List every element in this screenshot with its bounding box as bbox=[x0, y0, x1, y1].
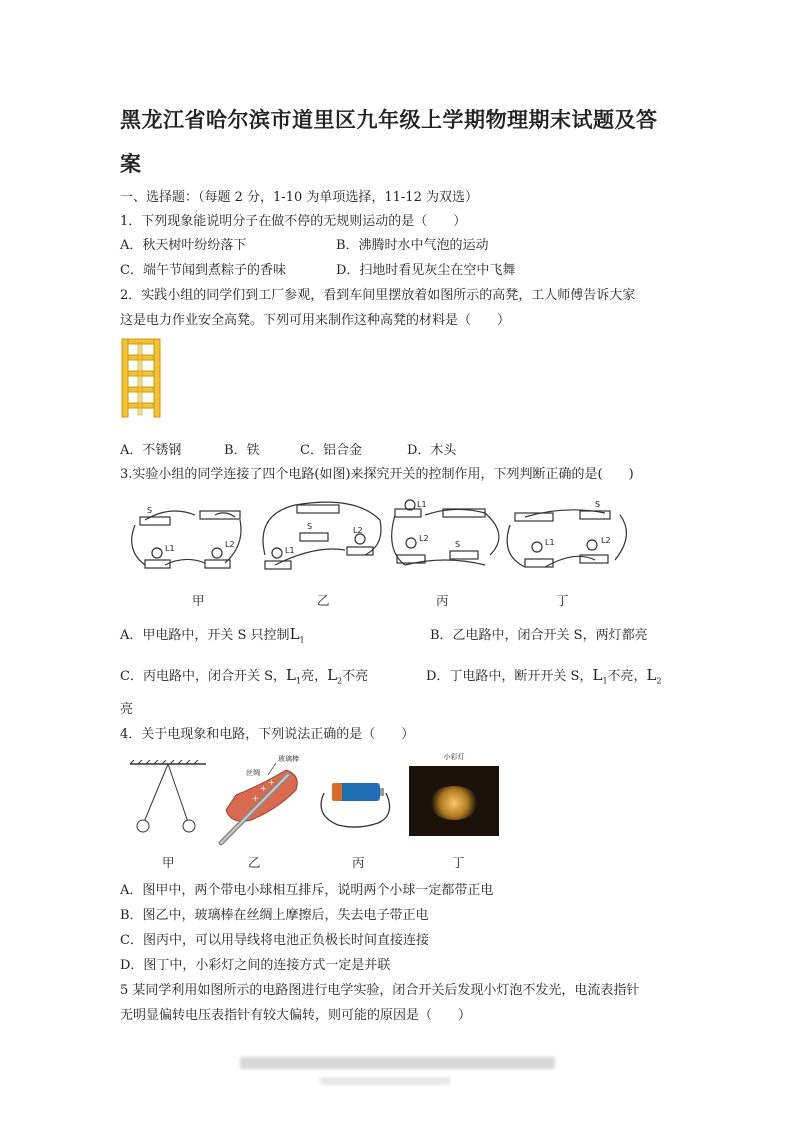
q3-fig3-l1-label: L1 bbox=[417, 500, 427, 509]
q3-fig-label-jia: 甲 bbox=[192, 593, 205, 608]
q1-stem: 1．下列现象能说明分子在做不停的无规则运动的是（ ） bbox=[120, 214, 467, 229]
q4-option-c: C．图丙中，可以用导线将电池正负极长时间直接连接 bbox=[120, 933, 429, 948]
q4-fig-label-jia: 甲 bbox=[162, 855, 175, 870]
q3-fig2-s-label: S bbox=[307, 522, 313, 531]
q3-option-d: D．丁电路中，断开开关 S，$L_1$不亮，$L_2$ bbox=[426, 666, 662, 686]
q4-option-a: A．图甲中，两个带电小球相互排斥，说明两个小球一定都带正电 bbox=[120, 883, 494, 898]
q5-stem-line2: 无明显偏转电压表指针有较大偏转，则可能的原因是（ ） bbox=[120, 1008, 472, 1023]
q2-option-c: C．铝合金 bbox=[300, 443, 362, 458]
q3-fig2-l1-label: L1 bbox=[285, 546, 295, 555]
ladder-figure bbox=[118, 337, 166, 419]
q2-option-a: A．不锈钢 bbox=[120, 443, 182, 458]
q3-fig4-s-label: S bbox=[595, 500, 601, 509]
q4-option-d: D．图丁中，小彩灯之间的连接方式一定是并联 bbox=[120, 958, 391, 973]
q4-fig-label-yi: 乙 bbox=[248, 855, 261, 870]
q3-option-a: A．甲电路中，开关 S 只控制$L_1$ bbox=[120, 625, 305, 645]
section-heading: 一、选择题：（每题 2 分，1-10 为单项选择，11-12 为双选） bbox=[120, 190, 478, 205]
q4-fig-label-ding: 丁 bbox=[452, 855, 465, 870]
q2-option-d: D．木头 bbox=[407, 443, 457, 458]
q2-stem-line2: 这是电力作业安全高凳。下列可用来制作这种高凳的材料是（ ） bbox=[120, 313, 511, 328]
q4-stem: 4．关于电现象和电路，下列说法正确的是（ ） bbox=[120, 727, 415, 742]
svg-text:+: + bbox=[252, 794, 259, 803]
q3-option-c: C．丙电路中，闭合开关 S，$L_1$亮，$L_2$不亮 bbox=[120, 666, 369, 686]
q3-fig-label-ding: 丁 bbox=[556, 593, 569, 608]
q4-fig-glass-rod bbox=[216, 755, 316, 847]
q1-option-c: C．端午节闻到煮粽子的香味 bbox=[120, 263, 286, 278]
q3-fig1-s-label: S bbox=[147, 506, 153, 515]
q3-option-b: B．乙电路中，闭合开关 S，两灯都亮 bbox=[430, 628, 648, 643]
q4-fig-battery bbox=[318, 775, 398, 830]
q4-fig-lights-label: 小彩灯 bbox=[443, 753, 465, 761]
q3-fig2-l2-label: L2 bbox=[353, 526, 363, 535]
svg-text:+: + bbox=[260, 784, 267, 793]
q1-option-b: B．沸腾时水中气泡的运动 bbox=[336, 238, 489, 253]
q3-fig-label-yi: 乙 bbox=[317, 593, 330, 608]
q3-circuits-figure bbox=[125, 495, 680, 580]
q3-fig1-l1-label: L1 bbox=[165, 544, 175, 553]
q3-fig3-s-label: S bbox=[455, 540, 461, 549]
q5-stem-line1: 5 某同学利用如图所示的电路图进行电学实验，闭合开关后发现小灯泡不发光，电流表指针 bbox=[120, 983, 640, 998]
footer-watermark-blurred-2 bbox=[320, 1077, 450, 1085]
q2-option-b: B．铁 bbox=[224, 443, 260, 458]
q3-fig4-l2-label: L2 bbox=[601, 536, 611, 545]
q4-option-b: B．图乙中，玻璃棒在丝绸上摩擦后，失去电子带正电 bbox=[120, 908, 429, 923]
q3-stem: 3.实验小组的同学连接了四个电路(如图)来探究开关的控制作用，下列判断正确的是( ) bbox=[120, 467, 634, 482]
svg-text:+: + bbox=[268, 778, 275, 787]
q4-fig-pendulum bbox=[128, 760, 208, 835]
q3-fig4-l1-label: L1 bbox=[545, 538, 555, 547]
footer-watermark-blurred bbox=[240, 1057, 555, 1069]
page-title-line1: 黑龙江省哈尔滨市道里区九年级上学期物理期末试题及答 bbox=[120, 108, 658, 132]
q3-fig1-l2-label: L2 bbox=[225, 540, 235, 549]
q2-stem-line1: 2．实践小组的同学们到工厂参观，看到车间里摆放着如图所示的高凳，工人师傅告诉大家 bbox=[120, 288, 636, 303]
q3-fig3-l2-label: L2 bbox=[419, 534, 429, 543]
q4-fig-lights-photo bbox=[409, 753, 499, 836]
q4-fig-silk-label: 丝绸 bbox=[246, 769, 260, 777]
q4-fig-label-bing: 丙 bbox=[352, 855, 365, 870]
q1-option-d: D．扫地时看见灰尘在空中飞舞 bbox=[336, 263, 516, 278]
q3-option-d-wrap: 亮 bbox=[120, 702, 134, 717]
q4-fig-glass-label: 玻璃棒 bbox=[278, 755, 299, 763]
q1-option-a: A．秋天树叶纷纷落下 bbox=[120, 238, 247, 253]
q3-fig-label-bing: 丙 bbox=[436, 593, 449, 608]
page-title-line2: 案 bbox=[120, 152, 142, 176]
